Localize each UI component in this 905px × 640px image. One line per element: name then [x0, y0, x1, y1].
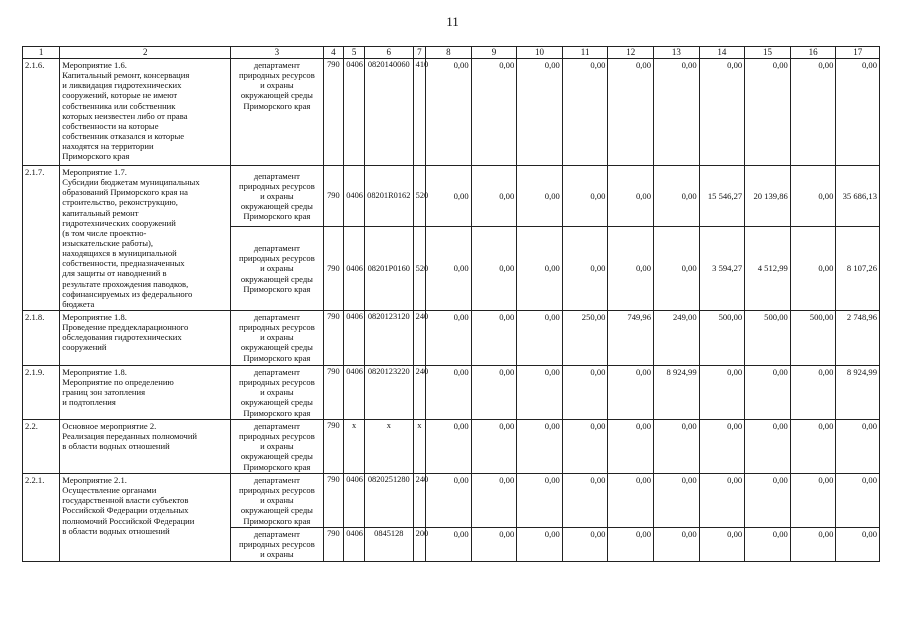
table-row [23, 166, 880, 227]
column-header: 10 [517, 47, 563, 59]
executor-line: и охраны [260, 263, 294, 274]
title-line: капитальный ремонт [62, 207, 139, 218]
amount-cell: 0,00 [426, 474, 472, 528]
amount-cell: 0,00 [562, 227, 608, 311]
executor-line: департамент [253, 312, 300, 322]
amount-cell: 500,00 [699, 311, 745, 366]
title-line: Осуществление органами [62, 485, 157, 496]
amount-cell: 0,00 [699, 528, 745, 562]
executor-cell [231, 474, 323, 528]
row-title [60, 59, 231, 166]
budget-table [22, 46, 880, 562]
row-title [60, 166, 231, 311]
column-header: 11 [562, 47, 608, 59]
title-line: Капитальный ремонт, консервация [62, 70, 190, 81]
amount-cell: 0,00 [471, 528, 517, 562]
amount-cell: 0,00 [426, 311, 472, 366]
executor-line: Приморского края [243, 283, 311, 294]
amount-cell: 0,00 [790, 59, 836, 166]
code-expense: 200 [413, 528, 425, 562]
amount-cell: 0,00 [517, 166, 563, 227]
amount-cell: 4 512,99 [745, 227, 791, 311]
amount-cell: 2 748,96 [836, 311, 880, 366]
code-section: х [344, 420, 365, 474]
amount-cell: 0,00 [745, 474, 791, 528]
title-line: результате прохождения паводков, [62, 278, 189, 289]
amount-cell: 0,00 [654, 166, 700, 227]
title-line: образований Приморского края на [62, 187, 188, 198]
amount-cell: 0,00 [608, 366, 654, 420]
executor-line: окружающей среды [240, 90, 313, 101]
amount-cell: 0,00 [608, 528, 654, 562]
column-header: 17 [836, 47, 880, 59]
title-line: и подтопления [62, 397, 116, 408]
executor-line: департамент [253, 421, 300, 431]
amount-cell: 749,96 [608, 311, 654, 366]
amount-cell: 0,00 [562, 366, 608, 420]
amount-cell: 0,00 [790, 420, 836, 474]
executor-line: природных ресурсов [238, 322, 315, 333]
title-line: строительство, реконструкцию, [62, 197, 178, 208]
amount-cell: 0,00 [426, 420, 472, 474]
amount-cell: 0,00 [471, 59, 517, 166]
amount-cell: 0,00 [608, 59, 654, 166]
code-section: 0406 [344, 474, 365, 528]
title-line: (в том числе проектно- [62, 227, 147, 238]
code-admin: 790 [323, 166, 344, 227]
title-line: границ зон затопления [62, 387, 146, 398]
amount-cell: 0,00 [699, 366, 745, 420]
title-line: бюджета [62, 298, 95, 309]
code-target: 0820140060 [364, 59, 413, 166]
code-target: 0820123220 [364, 366, 413, 420]
row-index: 2.1.8. [23, 311, 60, 366]
code-expense: 240 [413, 474, 425, 528]
title-line: собственника или собственник [62, 100, 176, 111]
column-header: 1 [23, 47, 60, 59]
amount-cell: 8 924,99 [836, 366, 880, 420]
table-row [23, 366, 880, 420]
executor-line: департамент [253, 475, 300, 485]
title-line: для защиты от наводнений в [62, 268, 167, 279]
executor-cell [231, 311, 323, 366]
executor-line: окружающей среды [240, 273, 313, 284]
table-body [23, 59, 880, 562]
title-line: сооружений, которые не имеют [62, 90, 178, 101]
amount-cell: 0,00 [517, 528, 563, 562]
column-header: 8 [426, 47, 472, 59]
amount-cell: 8 924,99 [654, 366, 700, 420]
executor-line: окружающей среды [240, 505, 313, 516]
executor-line: Приморского края [243, 461, 311, 472]
amount-cell: 0,00 [790, 166, 836, 227]
executor-line: Приморского края [243, 515, 311, 526]
amount-cell: 0,00 [836, 59, 880, 166]
executor-cell [231, 166, 323, 227]
amount-cell: 0,00 [562, 166, 608, 227]
header-row [23, 47, 880, 59]
amount-cell: 0,00 [608, 227, 654, 311]
code-section: 0406 [344, 311, 365, 366]
code-section: 0406 [344, 59, 365, 166]
executor-cell [231, 420, 323, 474]
amount-cell: 500,00 [790, 311, 836, 366]
amount-cell: 249,00 [654, 311, 700, 366]
amount-cell: 0,00 [517, 420, 563, 474]
executor-cell [231, 59, 323, 166]
executor-line: окружающей среды [240, 342, 313, 353]
amount-cell: 0,00 [471, 311, 517, 366]
amount-cell: 0,00 [517, 311, 563, 366]
executor-line: окружающей среды [240, 201, 313, 212]
amount-cell: 0,00 [654, 474, 700, 528]
executor-line: природных ресурсов [238, 180, 315, 191]
amount-cell: 0,00 [699, 474, 745, 528]
column-header: 9 [471, 47, 517, 59]
column-header: 7 [413, 47, 425, 59]
row-index: 2.1.7. [23, 166, 60, 311]
title-line: и ликвидация гидротехнических [62, 80, 182, 91]
title-line: Основное мероприятие 2. [62, 421, 157, 431]
amount-cell: 0,00 [608, 166, 654, 227]
executor-line: департамент [253, 60, 300, 70]
column-header: 13 [654, 47, 700, 59]
amount-cell: 0,00 [790, 528, 836, 562]
executor-cell [231, 366, 323, 420]
amount-cell: 0,00 [654, 59, 700, 166]
row-index: 2.2.1. [23, 474, 60, 562]
amount-cell: 0,00 [836, 474, 880, 528]
executor-line: и охраны [260, 549, 294, 560]
code-expense: 240 [413, 366, 425, 420]
code-target: 0820123120 [364, 311, 413, 366]
executor-cell [231, 528, 323, 562]
title-line: собственник отказался и которые [62, 130, 185, 141]
title-line: Проведение преддекларационного [62, 322, 189, 333]
amount-cell: 0,00 [790, 366, 836, 420]
executor-line: природных ресурсов [238, 431, 315, 442]
amount-cell: 0,00 [745, 420, 791, 474]
code-target: 08201R0162 [364, 166, 413, 227]
title-line: Мероприятие 1.6. [62, 60, 127, 70]
executor-line: Приморского края [243, 211, 311, 222]
code-admin: 790 [323, 227, 344, 311]
amount-cell: 0,00 [471, 474, 517, 528]
code-target: 0820251280 [364, 474, 413, 528]
amount-cell: 0,00 [471, 366, 517, 420]
page-number: 11 [446, 14, 459, 29]
amount-cell: 0,00 [745, 59, 791, 166]
title-line: Приморского края [62, 151, 130, 162]
title-line: в области водных отношений [62, 441, 170, 452]
code-admin: 790 [323, 420, 344, 474]
amount-cell: 0,00 [471, 166, 517, 227]
code-section: 0406 [344, 366, 365, 420]
amount-cell: 0,00 [471, 420, 517, 474]
code-admin: 790 [323, 59, 344, 166]
amount-cell: 0,00 [745, 366, 791, 420]
column-header: 4 [323, 47, 344, 59]
code-admin: 790 [323, 528, 344, 562]
executor-line: департамент [253, 243, 300, 254]
amount-cell: 0,00 [836, 528, 880, 562]
executor-line: природных ресурсов [238, 70, 315, 81]
table-row [23, 474, 880, 528]
amount-cell: 0,00 [471, 227, 517, 311]
amount-cell: 0,00 [426, 59, 472, 166]
code-admin: 790 [323, 366, 344, 420]
title-line: изыскательские работы), [62, 237, 154, 248]
title-line: Мероприятие 2.1. [62, 475, 127, 485]
column-header: 12 [608, 47, 654, 59]
title-line: Мероприятие по определению [62, 377, 174, 388]
column-header: 6 [364, 47, 413, 59]
title-line: полномочий Российской Федерации [62, 515, 195, 526]
row-index: 2.2. [23, 420, 60, 474]
executor-line: и охраны [260, 495, 294, 506]
table-row [23, 59, 880, 166]
amount-cell: 0,00 [699, 59, 745, 166]
code-target: 0845128 [364, 528, 413, 562]
amount-cell: 0,00 [562, 59, 608, 166]
amount-cell: 35 686,13 [836, 166, 880, 227]
amount-cell: 15 546,27 [699, 166, 745, 227]
code-target: х [364, 420, 413, 474]
amount-cell: 0,00 [790, 474, 836, 528]
row-title [60, 366, 231, 420]
title-line: Мероприятие 1.8. [62, 367, 127, 377]
executor-line: Приморского края [243, 407, 311, 418]
title-line: в области водных отношений [62, 525, 170, 536]
amount-cell: 3 594,27 [699, 227, 745, 311]
title-line: находятся на территории [62, 141, 154, 152]
code-section: 0406 [344, 528, 365, 562]
title-line: софинансируемых из федерального [62, 288, 193, 299]
executor-line: природных ресурсов [238, 377, 315, 388]
row-index: 2.1.6. [23, 59, 60, 166]
executor-line: окружающей среды [240, 397, 313, 408]
code-expense: 240 [413, 311, 425, 366]
title-line: Реализация переданных полномочий [62, 431, 198, 442]
executor-line: Приморского края [243, 352, 311, 363]
amount-cell: 0,00 [517, 59, 563, 166]
column-header: 2 [60, 47, 231, 59]
amount-cell: 0,00 [836, 420, 880, 474]
column-header: 16 [790, 47, 836, 59]
executor-line: департамент [253, 529, 300, 539]
amount-cell: 0,00 [562, 528, 608, 562]
amount-cell: 0,00 [426, 528, 472, 562]
executor-line: и охраны [260, 80, 294, 91]
executor-line: природных ресурсов [238, 253, 315, 264]
executor-line: департамент [253, 367, 300, 377]
amount-cell: 0,00 [517, 474, 563, 528]
code-expense: 520 [413, 227, 425, 311]
amount-cell: 0,00 [790, 227, 836, 311]
title-line: Мероприятие 1.7. [62, 167, 127, 177]
executor-line: и охраны [260, 332, 294, 343]
title-line: Российской Федерации отдельных [62, 505, 189, 516]
executor-line: и охраны [260, 190, 294, 201]
title-line: которых неизвестен либо от права [62, 110, 188, 121]
amount-cell: 500,00 [745, 311, 791, 366]
code-expense: 410 [413, 59, 425, 166]
amount-cell: 0,00 [654, 227, 700, 311]
column-header: 15 [745, 47, 791, 59]
executor-line: и охраны [260, 387, 294, 398]
code-expense: х [413, 420, 425, 474]
code-section: 0406 [344, 166, 365, 227]
executor-cell [231, 227, 323, 311]
column-header: 14 [699, 47, 745, 59]
amount-cell: 0,00 [654, 420, 700, 474]
table-row [23, 311, 880, 366]
amount-cell: 8 107,26 [836, 227, 880, 311]
executor-line: и охраны [260, 441, 294, 452]
amount-cell: 0,00 [699, 420, 745, 474]
amount-cell: 20 139,86 [745, 166, 791, 227]
row-title [60, 474, 231, 562]
code-admin: 790 [323, 474, 344, 528]
title-line: обследования гидротехнических [62, 332, 182, 343]
amount-cell: 0,00 [608, 420, 654, 474]
table-row [23, 420, 880, 474]
amount-cell: 250,00 [562, 311, 608, 366]
executor-line: Приморского края [243, 100, 311, 111]
title-line: собственности, предназначенных [62, 258, 185, 269]
title-line: сооружений [62, 342, 107, 353]
title-line: гидротехнических сооружений [62, 217, 176, 228]
amount-cell: 0,00 [426, 166, 472, 227]
amount-cell: 0,00 [517, 366, 563, 420]
title-line: собственности на которые [62, 120, 159, 131]
amount-cell: 0,00 [562, 474, 608, 528]
title-line: Мероприятие 1.8. [62, 312, 127, 322]
amount-cell: 0,00 [654, 528, 700, 562]
amount-cell: 0,00 [426, 227, 472, 311]
column-header: 5 [344, 47, 365, 59]
executor-line: природных ресурсов [238, 485, 315, 496]
amount-cell: 0,00 [517, 227, 563, 311]
row-title [60, 420, 231, 474]
code-section: 0406 [344, 227, 365, 311]
code-expense: 520 [413, 166, 425, 227]
column-header: 3 [231, 47, 323, 59]
code-target: 08201P0160 [364, 227, 413, 311]
executor-line: природных ресурсов [238, 539, 315, 550]
title-line: находящихся в муниципальной [62, 248, 177, 259]
executor-line: департамент [253, 170, 300, 181]
amount-cell: 0,00 [426, 366, 472, 420]
code-admin: 790 [323, 311, 344, 366]
title-line: государственной власти субъектов [62, 495, 189, 506]
executor-line: окружающей среды [240, 451, 313, 462]
amount-cell: 0,00 [745, 528, 791, 562]
row-title [60, 311, 231, 366]
row-index: 2.1.9. [23, 366, 60, 420]
title-line: Субсидии бюджетам муниципальных [62, 177, 200, 188]
amount-cell: 0,00 [608, 474, 654, 528]
amount-cell: 0,00 [562, 420, 608, 474]
